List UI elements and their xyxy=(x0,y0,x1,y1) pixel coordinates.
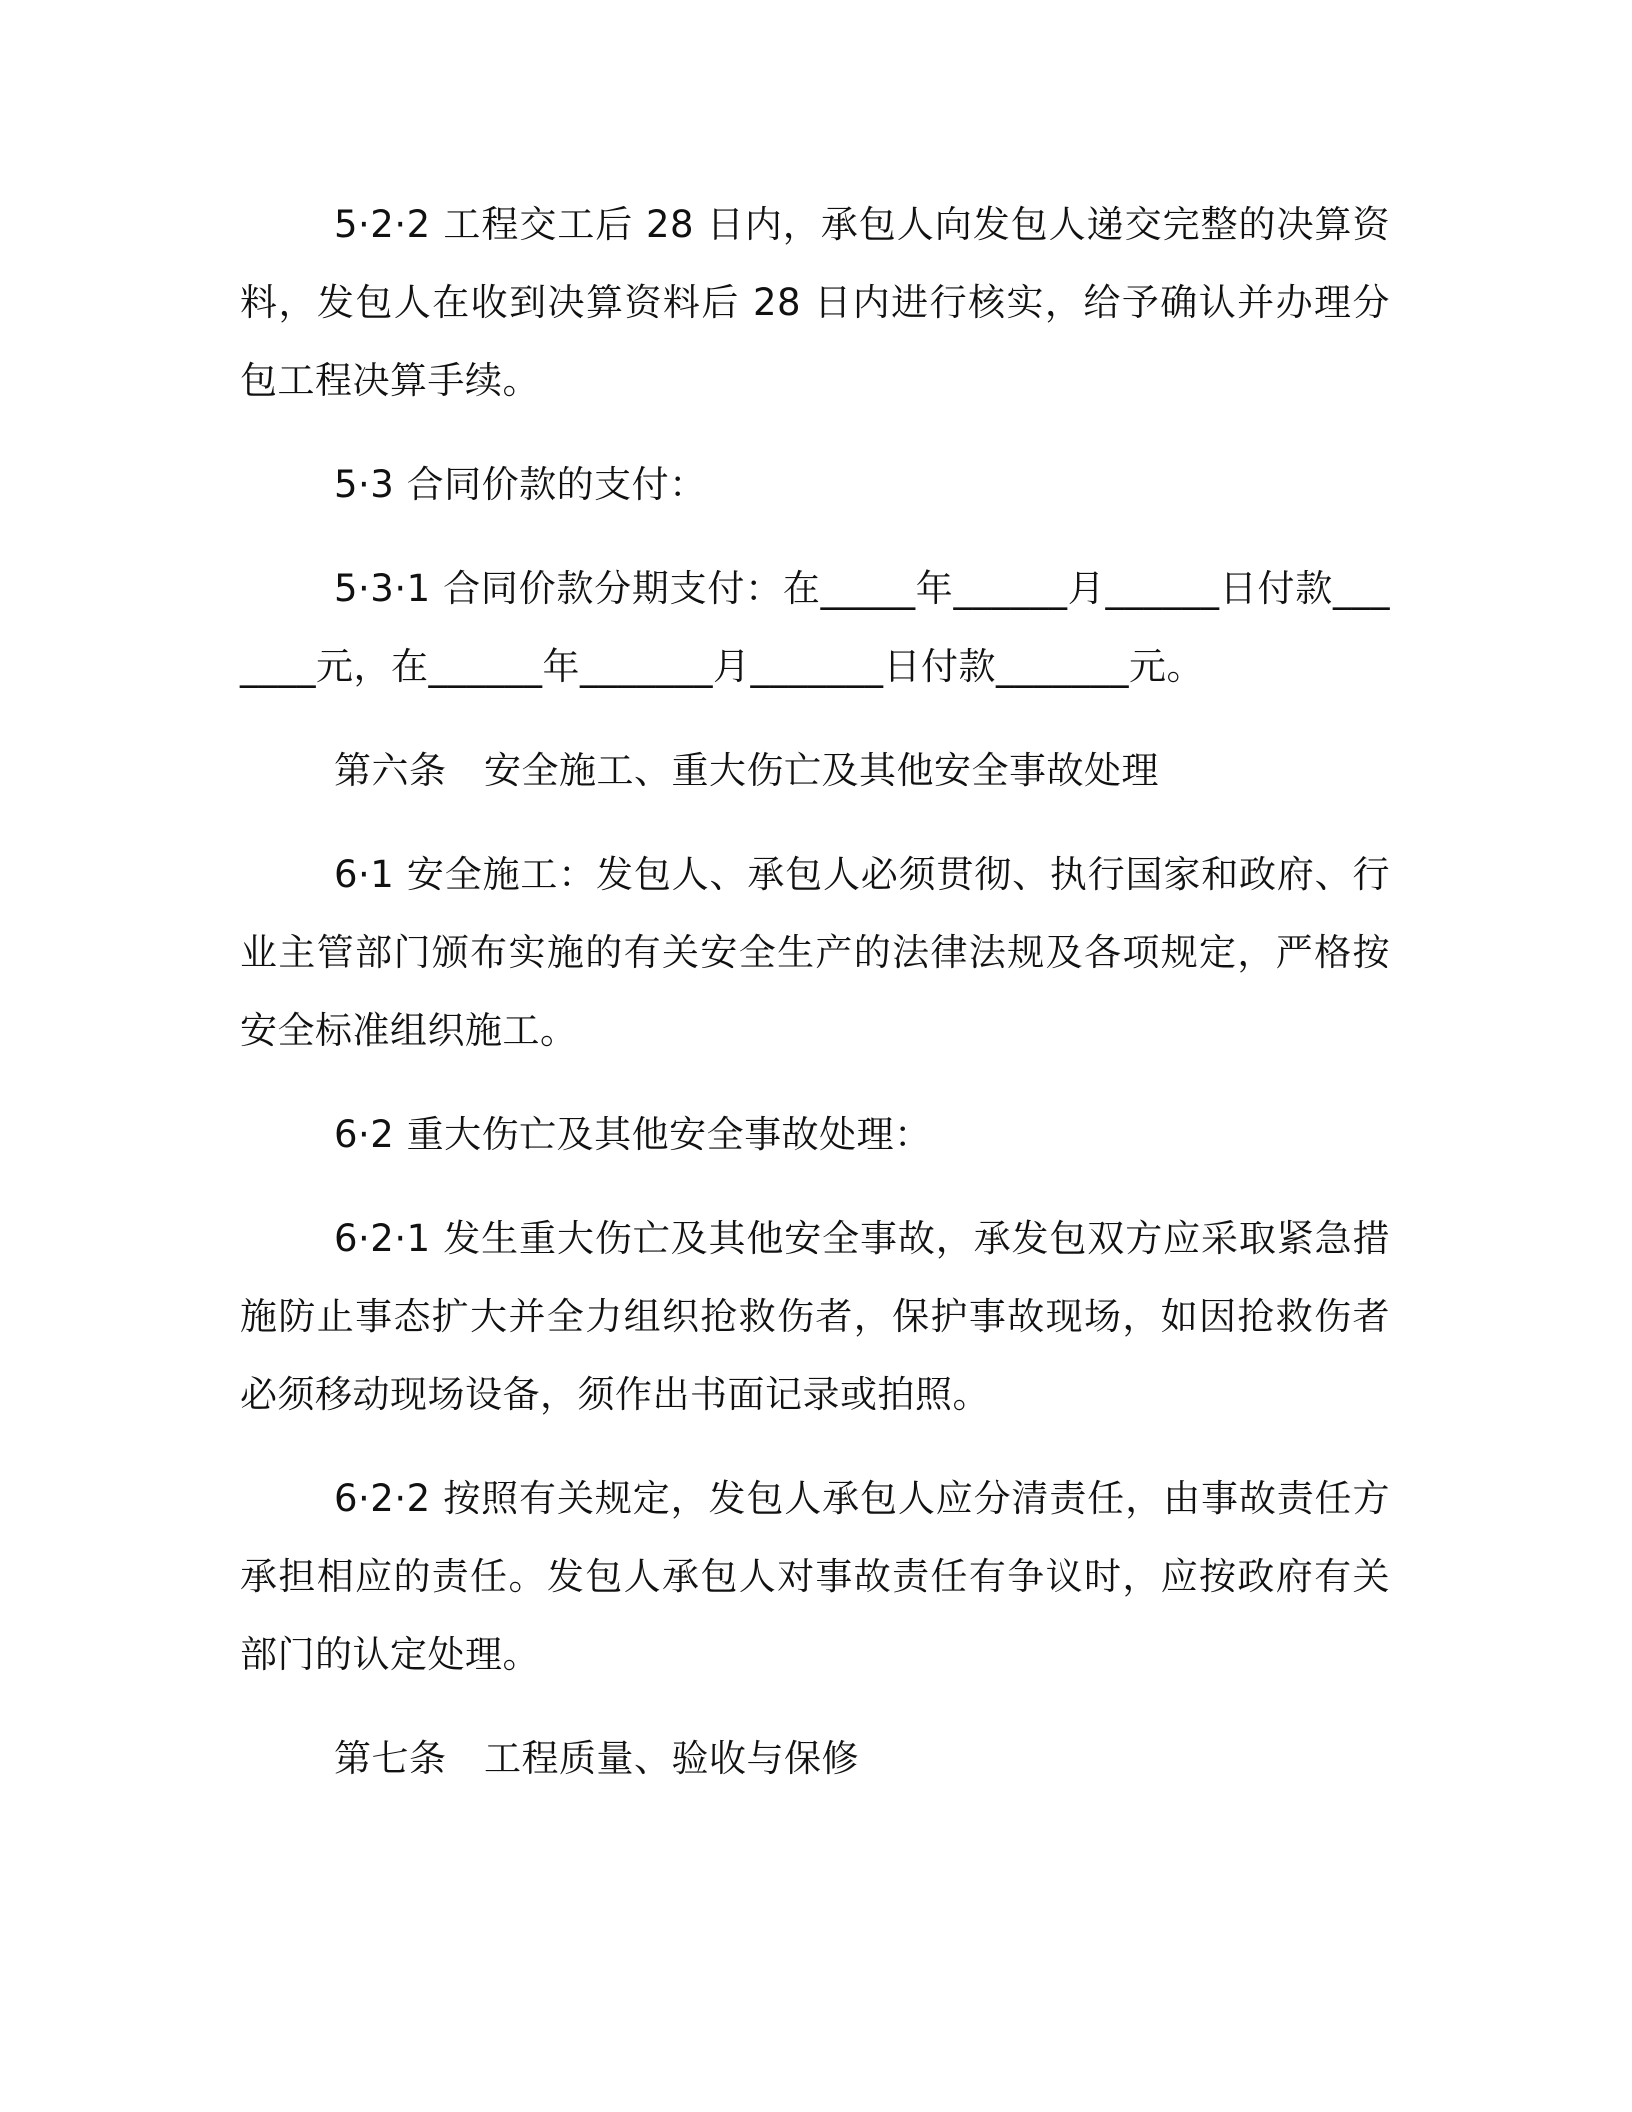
clause-6-1: 6·1 安全施工：发包人、承包人必须贯彻、执行国家和政府、行业主管部门颁布实施的有关安全生产的法律法规及各项规定，严格按安全标准组织施工。 xyxy=(240,853,1390,1052)
clause-5-3-1: 5·3·1 合同价款分期支付：在_____年______月______日付款_______元，在______年_______月_______日付款_______元。 xyxy=(240,567,1390,688)
document-body xyxy=(240,186,1390,1824)
clause-6-2: 6·2 重大伤亡及其他安全事故处理： xyxy=(334,1113,932,1156)
clause-6-2-2: 6·2·2 按照有关规定，发包人承包人应分清责任，由事故责任方承担相应的责任。发包人承包人对事故责任有争议时，应按政府有关部门的认定处理。 xyxy=(240,1477,1390,1676)
clause-6-2-1: 6·2·1 发生重大伤亡及其他安全事故，承发包双方应采取紧急措施防止事态扩大并全力组织抢救伤者，保护事故现场，如因抢救伤者必须移动现场设备，须作出书面记录或拍照。 xyxy=(240,1217,1390,1416)
article-7-heading: 第七条 工程质量、验收与保修 xyxy=(334,1737,859,1780)
article-6-heading: 第六条 安全施工、重大伤亡及其他安全事故处理 xyxy=(334,749,1159,792)
clause-5-3: 5·3 合同价款的支付： xyxy=(334,463,707,506)
clause-5-2-2: 5·2·2 工程交工后 28 日内，承包人向发包人递交完整的决算资料，发包人在收到决算资料后 28 日内进行核实，给予确认并办理分包工程决算手续。 xyxy=(240,203,1390,402)
